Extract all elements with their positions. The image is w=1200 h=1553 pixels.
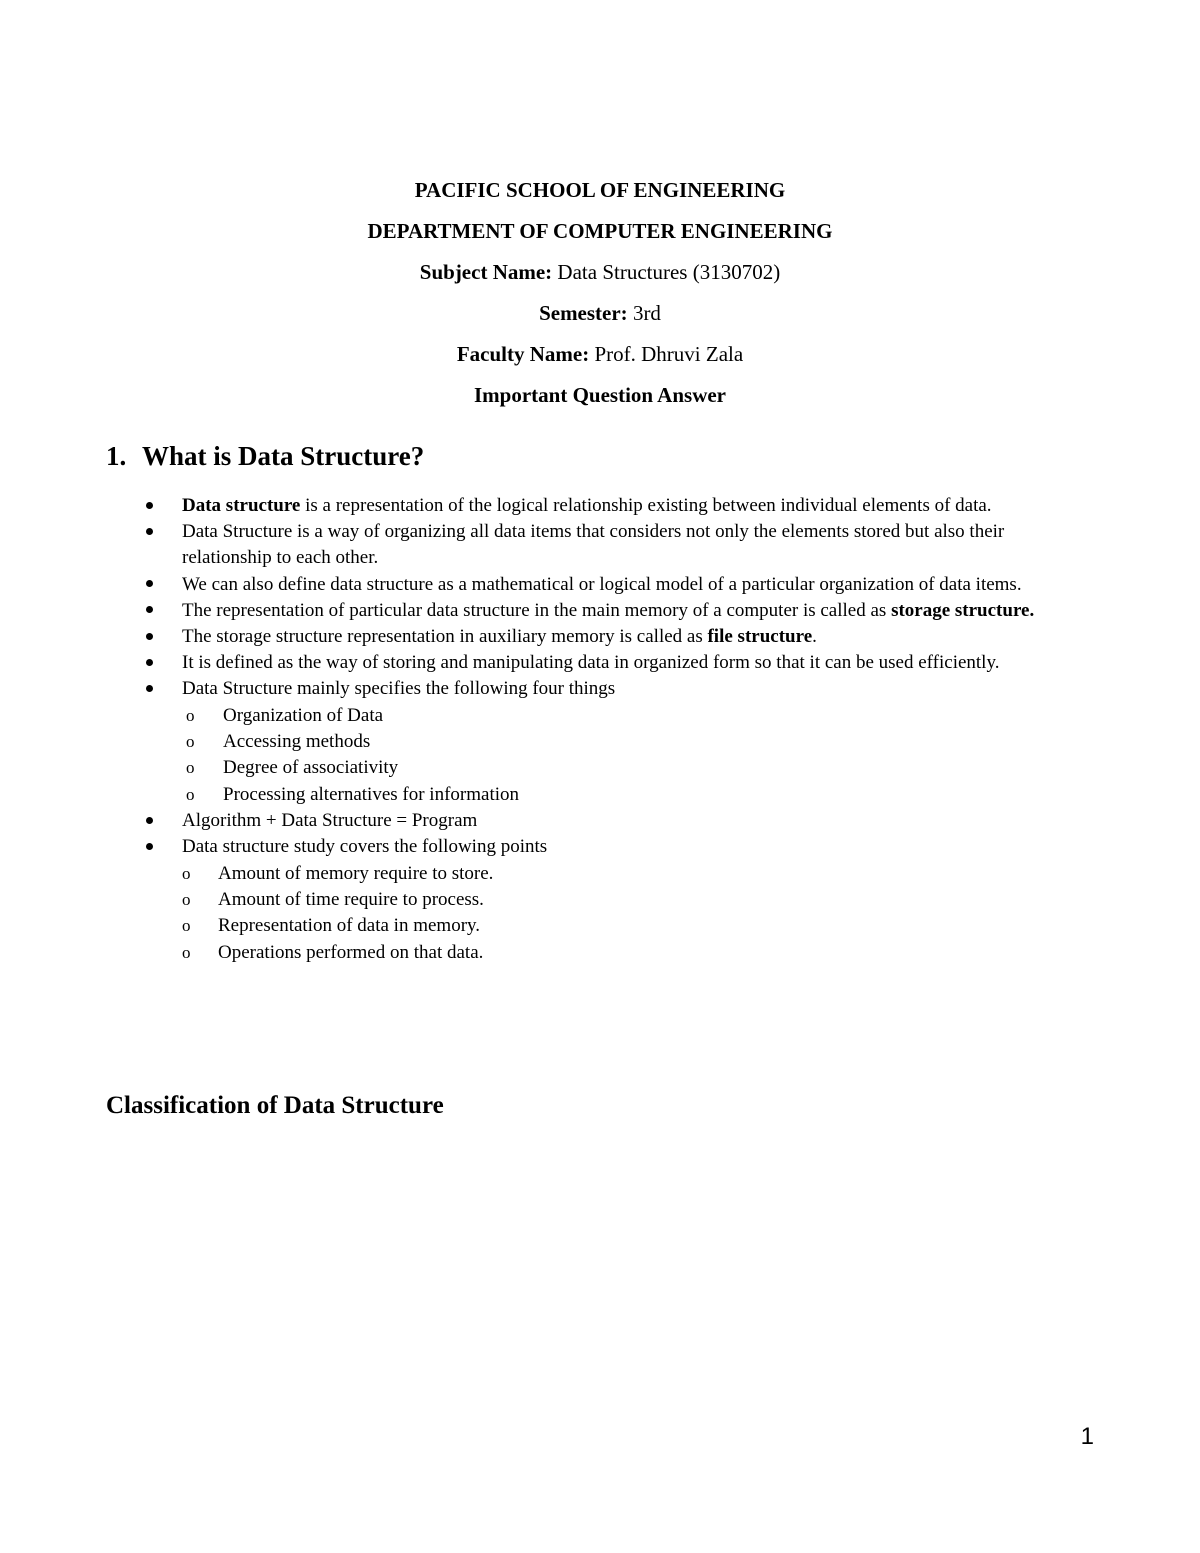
faculty-line bbox=[0, 336, 1200, 377]
circle-marker-icon: o bbox=[182, 942, 191, 962]
bullet-list bbox=[0, 493, 1200, 966]
circle-marker-icon: o bbox=[186, 784, 195, 804]
bullet-icon bbox=[142, 834, 156, 860]
list-item: The storage structure representation in auxiliary memory is called as file structure. bbox=[0, 624, 1200, 650]
faculty-value: Prof. Dhruvi Zala bbox=[594, 342, 744, 366]
circle-marker-icon: o bbox=[186, 732, 195, 752]
list-item: Data Structure mainly specifies the following four things bbox=[0, 676, 1200, 702]
subject-label: Subject Name: bbox=[419, 260, 553, 284]
list-item: The representation of particular data structure in the main memory of a computer is called as storage structure. bbox=[0, 598, 1200, 624]
document-title: Important Question Answer bbox=[473, 383, 726, 407]
sub-list-item: o Organization of Data bbox=[0, 703, 1200, 729]
school-name: PACIFIC SCHOOL OF ENGINEERING bbox=[414, 178, 786, 202]
question-heading bbox=[106, 441, 424, 472]
bullet-icon bbox=[142, 624, 156, 650]
page-number: 1 bbox=[1080, 1423, 1094, 1450]
bullet-icon bbox=[142, 808, 156, 834]
list-item: Data structure is a representation of the logical relationship existing between individual elements of data. bbox=[0, 493, 1200, 519]
faculty-label: Faculty Name: bbox=[456, 342, 590, 366]
bullet-icon bbox=[142, 650, 156, 676]
bullet-icon bbox=[142, 519, 156, 545]
department-name: DEPARTMENT OF COMPUTER ENGINEERING bbox=[367, 219, 833, 243]
circle-marker-icon: o bbox=[186, 758, 195, 778]
circle-marker-icon: o bbox=[182, 863, 191, 883]
list-item: Data Structure is a way of organizing all data items that considers not only the elements stored but also their relationship to each other. bbox=[0, 519, 1200, 571]
sub-list-item: o Amount of memory require to store. bbox=[0, 861, 1200, 887]
document-header bbox=[0, 172, 1200, 418]
semester-label: Semester: bbox=[539, 301, 628, 325]
list-item: Data structure study covers the following points bbox=[0, 834, 1200, 860]
subject-value: Data Structures (3130702) bbox=[557, 260, 781, 284]
section-heading: Classification of Data Structure bbox=[106, 1092, 444, 1119]
circle-marker-icon: o bbox=[186, 705, 195, 725]
question-title: What is Data Structure? bbox=[142, 441, 425, 471]
question-number: 1. bbox=[106, 441, 127, 471]
list-item: We can also define data structure as a mathematical or logical model of a particular organization of data items. bbox=[0, 572, 1200, 598]
bullet-icon bbox=[142, 676, 156, 702]
list-item: It is defined as the way of storing and manipulating data in organized form so that it can be used efficiently. bbox=[0, 650, 1200, 676]
list-item: Algorithm + Data Structure = Program bbox=[0, 808, 1200, 834]
subject-line bbox=[0, 254, 1200, 295]
bullet-icon bbox=[142, 493, 156, 519]
bullet-icon bbox=[142, 572, 156, 598]
sub-list-item: o Processing alternatives for information bbox=[0, 782, 1200, 808]
sub-list-item: o Accessing methods bbox=[0, 729, 1200, 755]
circle-marker-icon: o bbox=[182, 916, 191, 936]
sub-list-item: o Operations performed on that data. bbox=[0, 940, 1200, 966]
semester-value: 3rd bbox=[632, 301, 661, 325]
bullet-icon bbox=[142, 598, 156, 624]
sub-list-item: o Representation of data in memory. bbox=[0, 913, 1200, 939]
sub-list-item: o Degree of associativity bbox=[0, 755, 1200, 781]
semester-line bbox=[0, 295, 1200, 336]
circle-marker-icon: o bbox=[182, 890, 191, 910]
sub-list-item: o Amount of time require to process. bbox=[0, 887, 1200, 913]
